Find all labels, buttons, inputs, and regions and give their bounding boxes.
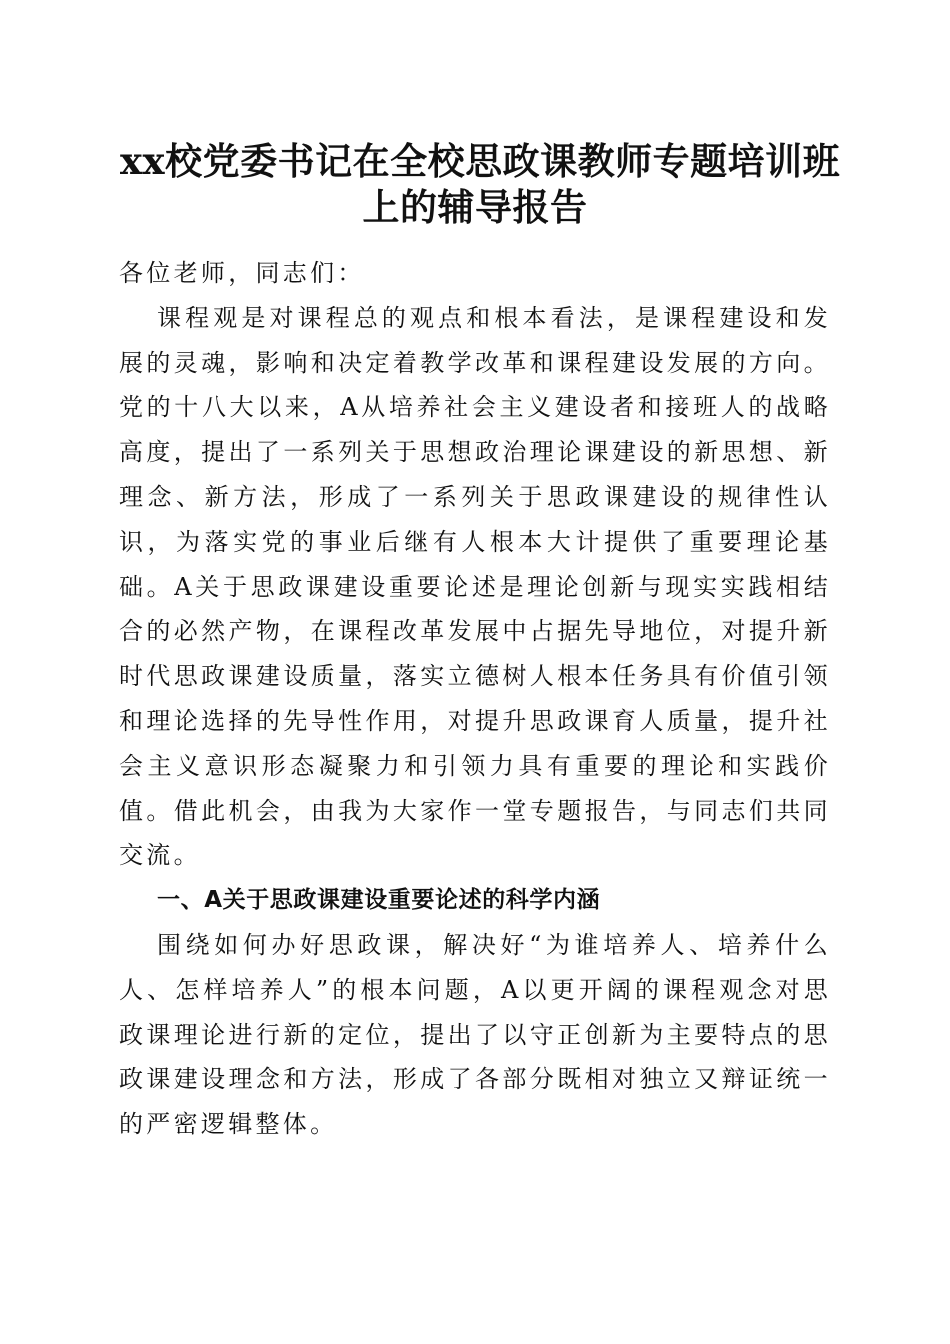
title-line-1: xx校党委书记在全校思政课教师专题培训班 (120, 139, 841, 183)
document-body (119, 251, 831, 1147)
title-line-2: 上的辅导报告 (362, 185, 588, 229)
document-title (120, 138, 841, 230)
section-heading-1: 一、A关于思政课建设重要论述的科学内涵 (157, 887, 601, 914)
paragraph-section-1: 围绕如何办好思政课，解决好“为谁培养人、培养什么人、怎样培养人”的根本问题，A以更开阔的课程观念对思政课理论进行新的定位，提出了以守正创新为主要特点的思政课建设理念和方法，形成了各部分既相对独立又辩证统一的严密逻辑整体。 (119, 930, 831, 1139)
salutation: 各位老师，同志们： (119, 259, 365, 287)
paragraph-intro: 课程观是对课程总的观点和根本看法，是课程建设和发展的灵魂，影响和决定着教学改革和课程建设发展的方向。党的十八大以来，A从培养社会主义建设者和接班人的战略高度，提出了一系列关于思想政治理论课建设的新思想、新理念、新方法，形成了一系列关于思政课建设的规律性认识，为落实党的事业后继有人根本大计提供了重要理论基础。A关于思政课建设重要论述是理论创新与现实实践相结合的必然产物，在课程改革发展中占据先导地位，对提升新时代思政课建设质量，落实立德树人根本任务具有价值引领和理论选择的先导性作用，对提升思政课育人质量，提升社会主义意识形态凝聚力和引领力具有重要的理论和实践价值。借此机会，由我为大家作一堂专题报告，与同志们共同交流。 (119, 303, 831, 870)
